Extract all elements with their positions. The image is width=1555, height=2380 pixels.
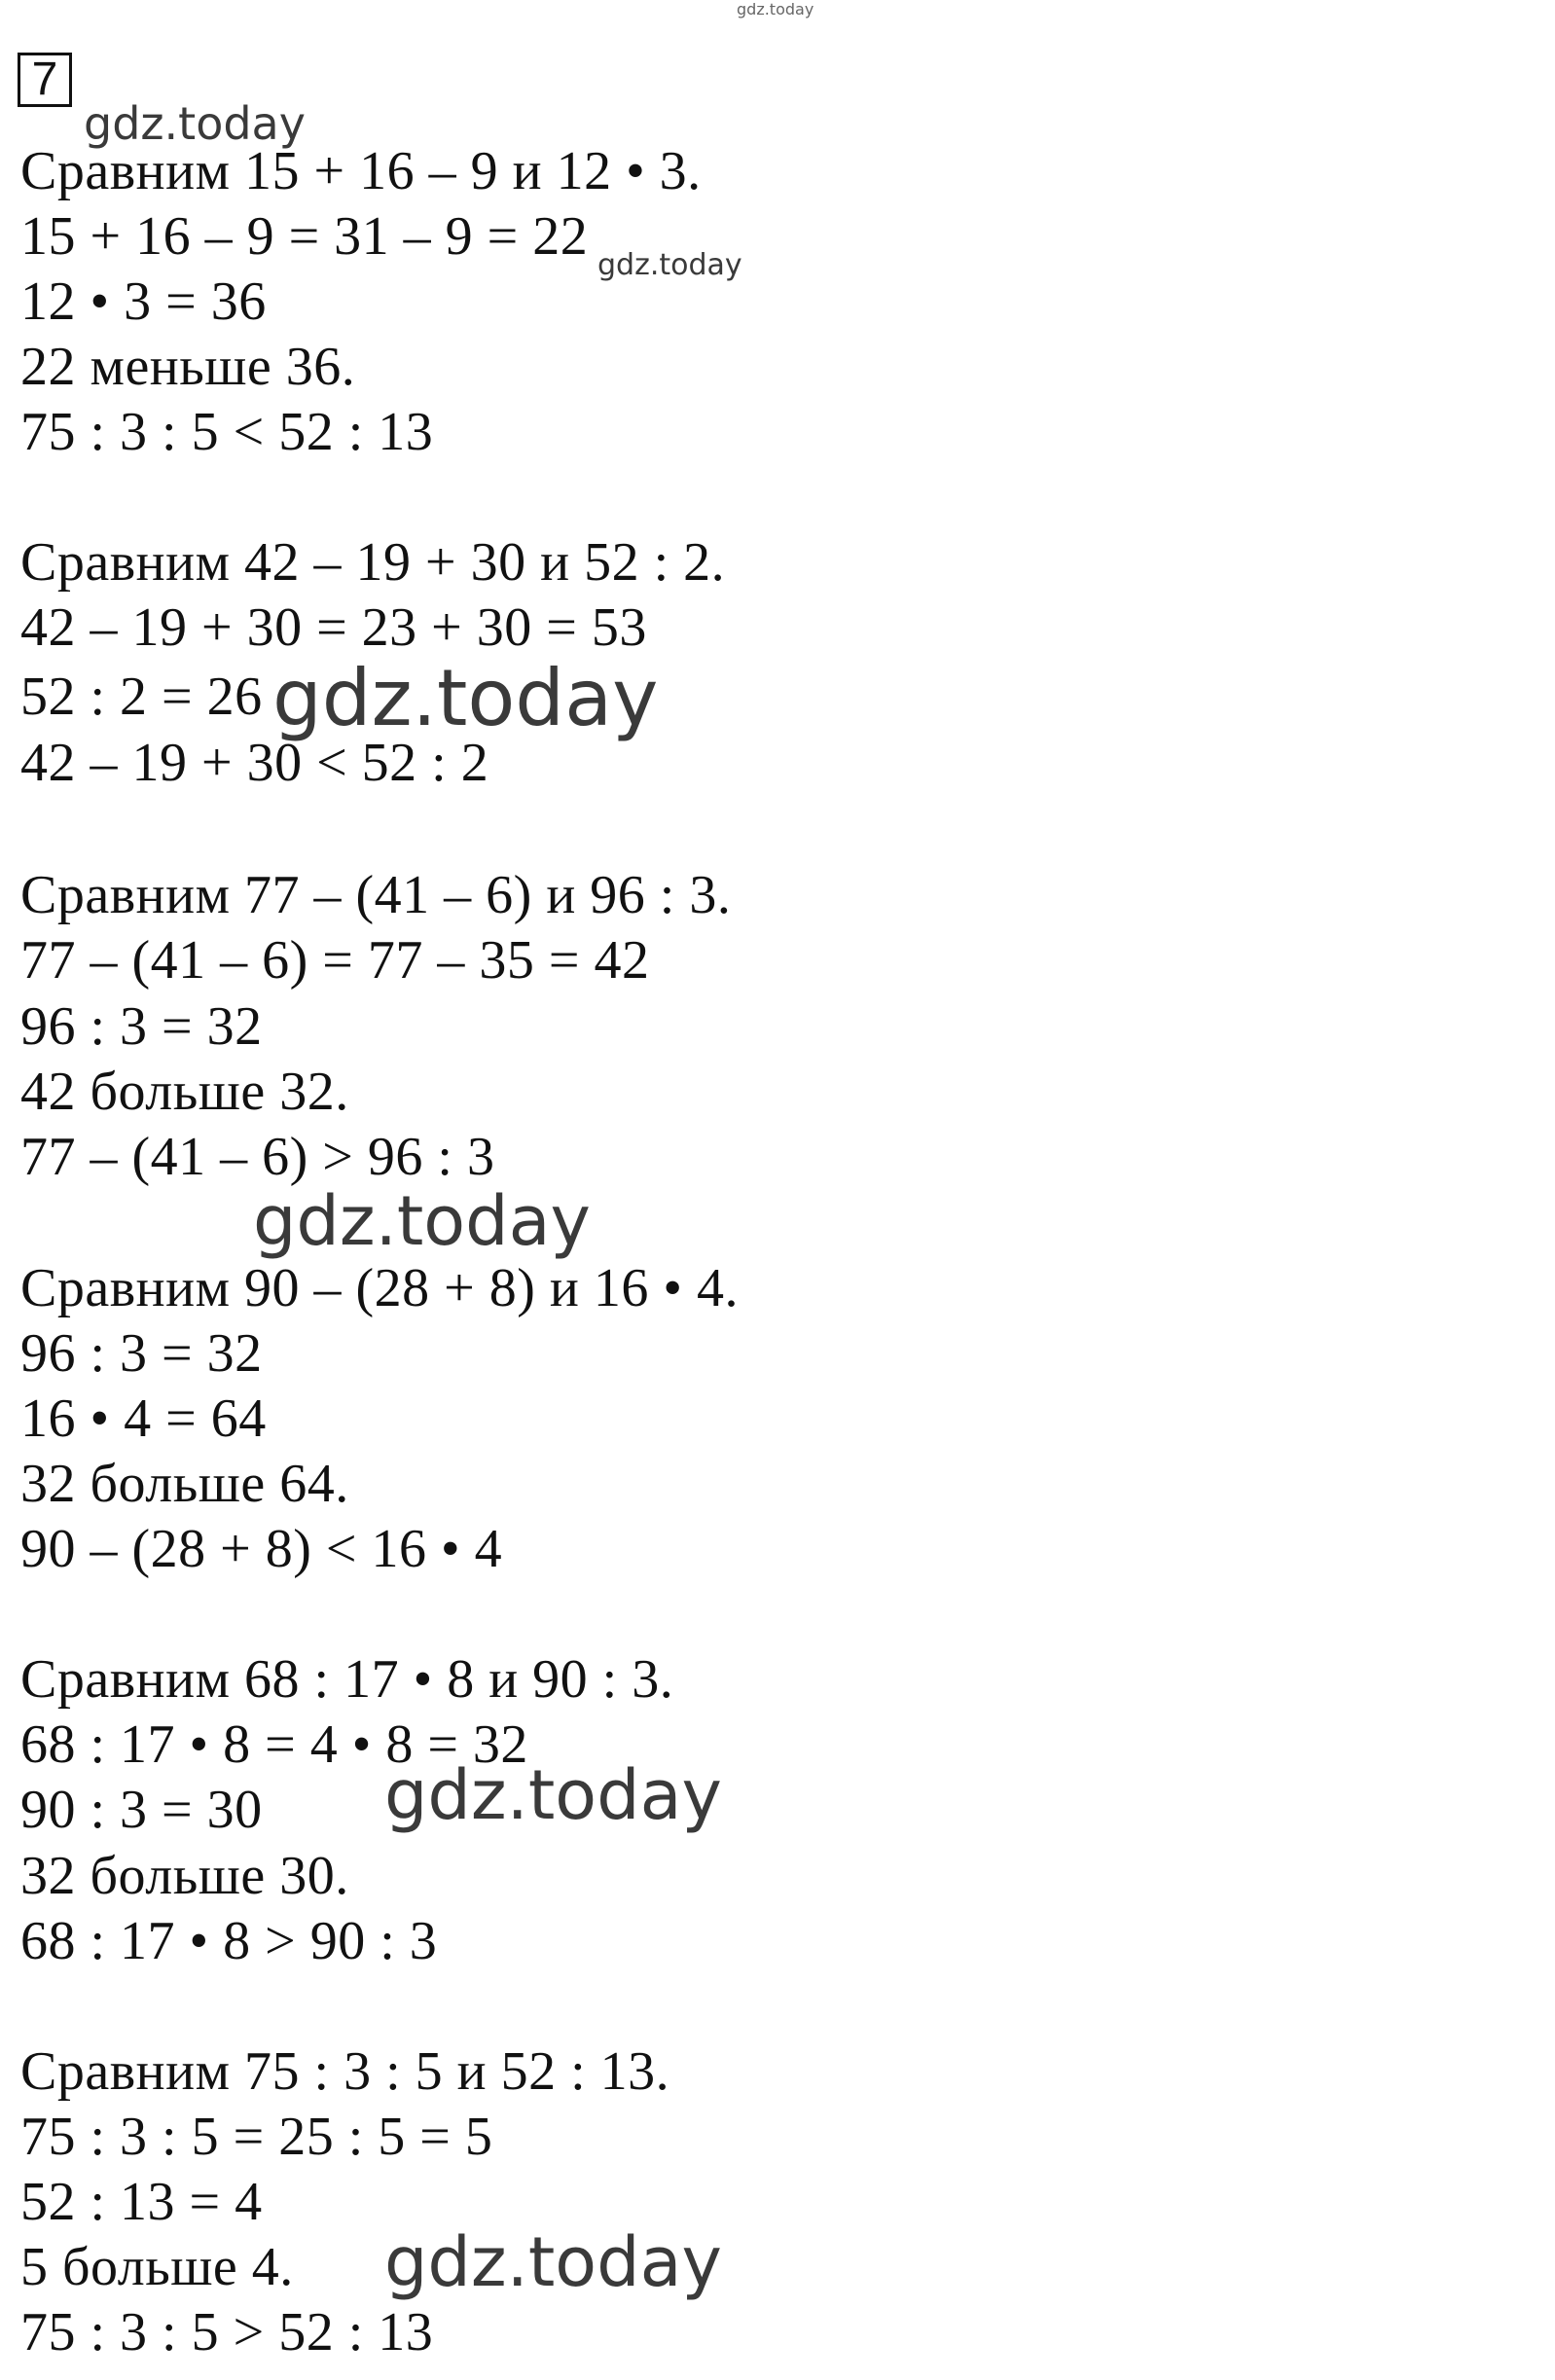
solution-line: 16 • 4 = 64	[20, 1388, 267, 1449]
solution-line: 32 больше 30.	[20, 1846, 349, 1906]
solution-line: 12 • 3 = 36	[20, 271, 267, 332]
watermark-top: gdz.today	[737, 0, 814, 18]
solution-line: 15 + 16 – 9 = 31 – 9 = 22	[20, 206, 589, 267]
solution-line: 68 : 17 • 8 = 4 • 8 = 32	[20, 1714, 528, 1775]
solution-line: 22 меньше 36.	[20, 337, 356, 397]
solution-line: 90 – (28 + 8) < 16 • 4	[20, 1519, 503, 1579]
solution-line: 42 – 19 + 30 < 52 : 2	[20, 733, 489, 793]
solution-line: 68 : 17 • 8 > 90 : 3	[20, 1911, 438, 1971]
solution-line: 96 : 3 = 32	[20, 996, 263, 1057]
solution-line: 90 : 3 = 30	[20, 1780, 263, 1840]
solution-line: 77 – (41 – 6) = 77 – 35 = 42	[20, 930, 650, 991]
solution-line: 75 : 3 : 5 = 25 : 5 = 5	[20, 2107, 493, 2167]
solution-line: 75 : 3 : 5 < 52 : 13	[20, 402, 434, 462]
task-number-box: 7	[18, 53, 72, 107]
watermark-6: gdz.today	[384, 2222, 722, 2302]
solution-line: 42 – 19 + 30 = 23 + 30 = 53	[20, 597, 647, 658]
solution-line: Сравним 77 – (41 – 6) и 96 : 3.	[20, 865, 732, 925]
solution-line: 32 больше 64.	[20, 1454, 349, 1514]
solution-line: 5 больше 4.	[20, 2237, 294, 2297]
watermark-3: gdz.today	[272, 653, 659, 743]
solution-line: Сравним 42 – 19 + 30 и 52 : 2.	[20, 532, 726, 593]
watermark-5: gdz.today	[384, 1755, 722, 1835]
watermark-4: gdz.today	[253, 1181, 591, 1261]
solution-line: 96 : 3 = 32	[20, 1323, 263, 1384]
solution-line: 52 : 2 = 26	[20, 667, 263, 727]
solution-line: Сравним 68 : 17 • 8 и 90 : 3.	[20, 1649, 674, 1710]
solution-line: Сравним 75 : 3 : 5 и 52 : 13.	[20, 2041, 670, 2102]
solution-line: 77 – (41 – 6) > 96 : 3	[20, 1127, 495, 1187]
watermark-2: gdz.today	[597, 248, 742, 282]
solution-line: 42 больше 32.	[20, 1062, 349, 1122]
solution-line: Сравним 15 + 16 – 9 и 12 • 3.	[20, 141, 702, 201]
solution-line: 75 : 3 : 5 > 52 : 13	[20, 2302, 434, 2362]
solution-line: 52 : 13 = 4	[20, 2172, 263, 2232]
solution-line: Сравним 90 – (28 + 8) и 16 • 4.	[20, 1258, 739, 1318]
watermark-1: gdz.today	[84, 97, 306, 150]
